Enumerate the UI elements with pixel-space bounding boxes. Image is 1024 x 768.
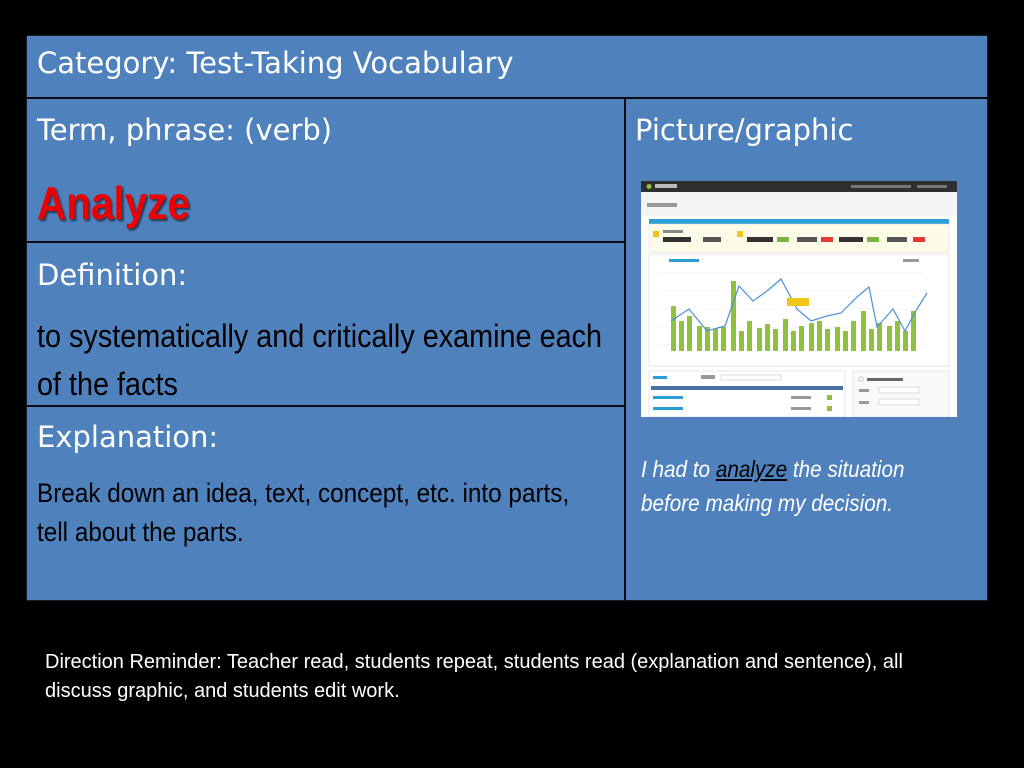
explanation-text: Break down an idea, text, concept, etc. into parts, tell about the parts. (37, 478, 570, 547)
explanation-label: Explanation: (37, 420, 219, 454)
sentence-highlight: analyze (715, 456, 788, 482)
example-sentence (641, 452, 943, 520)
row-divider (27, 241, 625, 243)
definition-text: to systematically and critically examine each of the facts (37, 318, 603, 402)
column-divider (624, 98, 626, 602)
definition-label: Definition: (37, 258, 188, 292)
sentence-after: the situation before making my decision. (641, 456, 905, 516)
term-label: Term, phrase: (verb) (37, 113, 333, 147)
picture-label: Picture/graphic (635, 113, 854, 147)
category-heading: Category: Test-Taking Vocabulary (37, 46, 514, 80)
direction-reminder: Direction Reminder: Teacher read, students repeat, students read (explanation and sentence), all discuss graphic, and students edit work. (45, 651, 903, 702)
analytics-dashboard-image (641, 181, 957, 417)
term-word: Analyze (37, 177, 190, 229)
vocabulary-card (26, 35, 988, 601)
sentence-before: I had to (641, 456, 716, 482)
row-divider (27, 97, 989, 99)
